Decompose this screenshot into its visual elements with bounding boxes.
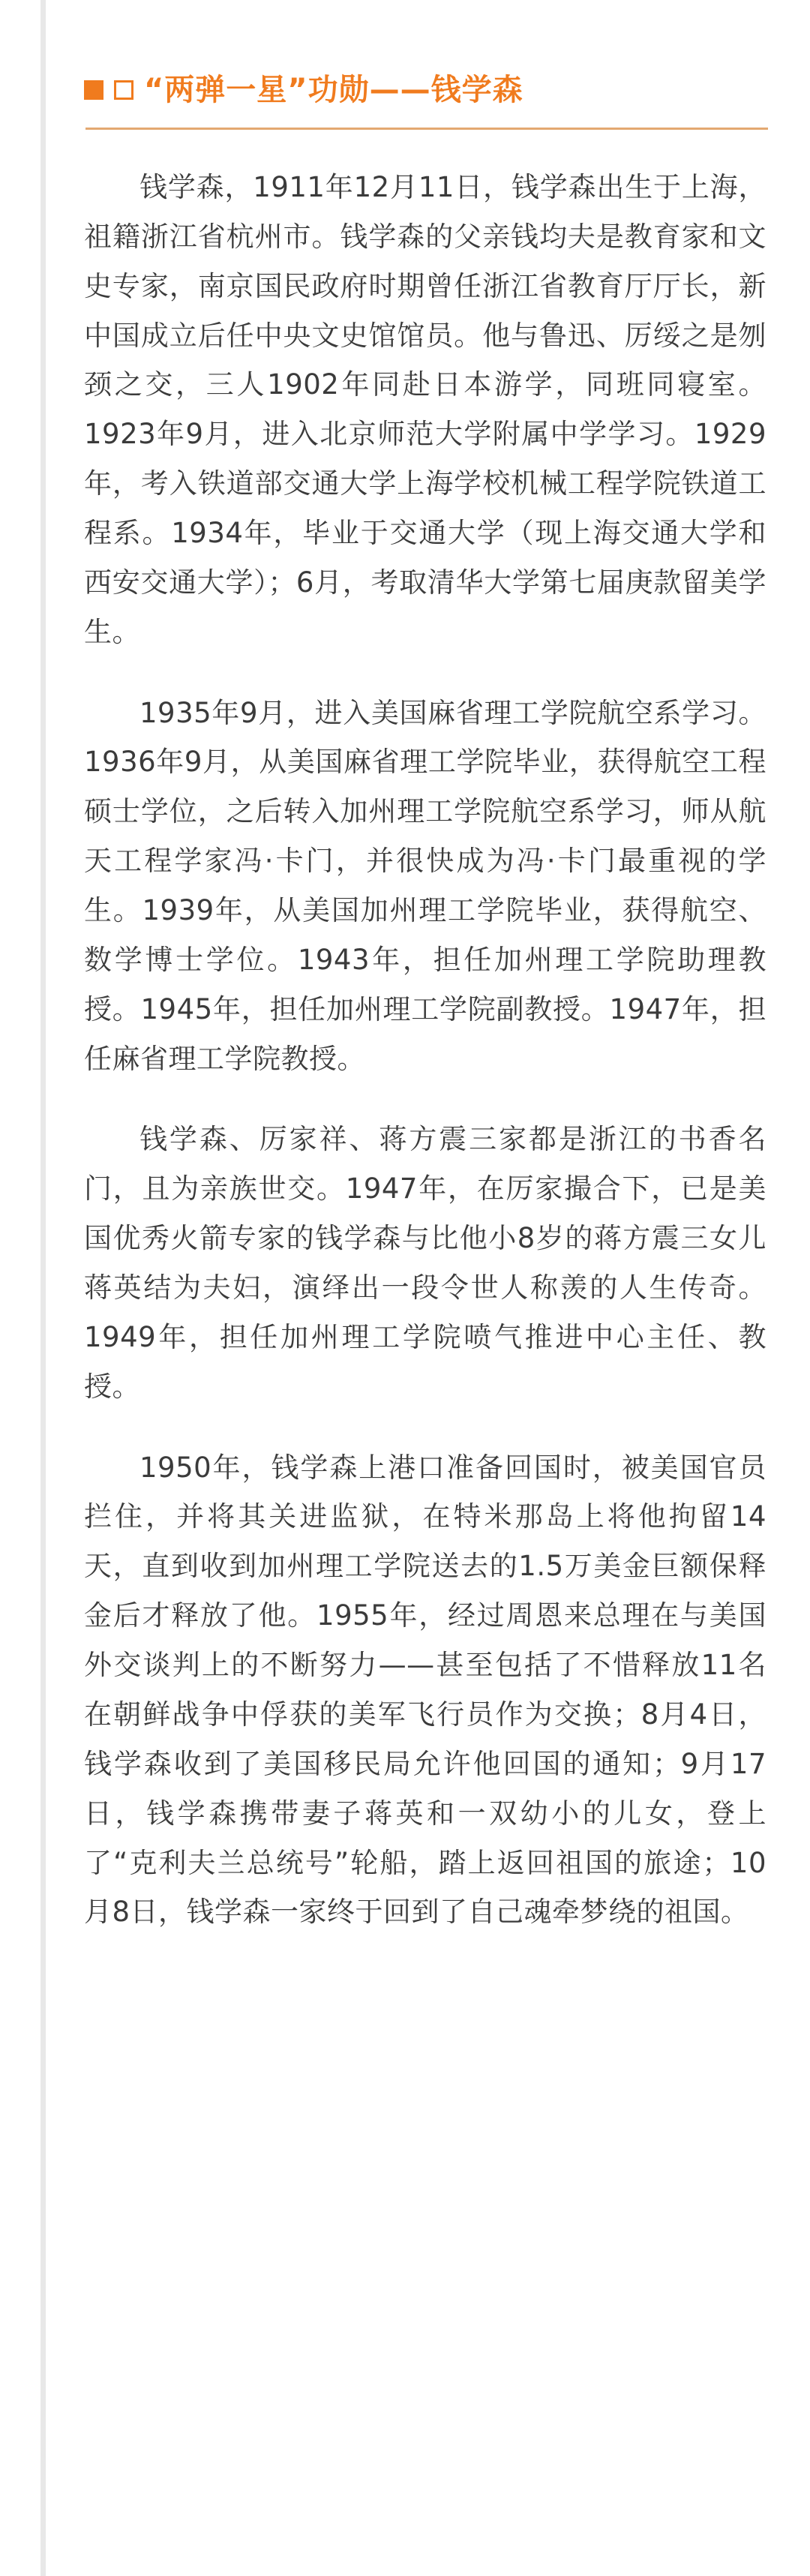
hollow-square-icon: [114, 80, 134, 100]
paragraph-1: 钱学森，1911年12月11日，钱学森出生于上海，祖籍浙江省杭州市。钱学森的父亲钱均夫是教育家和文史专家，南京国民政府时期曾任浙江省教育厅厅长，新中国成立后任中央文史馆馆员。他与鲁迅、厉绥之是刎颈之交，三人1902年同赴日本游学，同班同寝室。1923年9月，进入北京师范大学附属中学学习。1929年，考入铁道部交通大学上海学校机械工程学院铁道工程系。1934年，毕业于交通大学（现上海交通大学和西安交通大学）；6月，考取清华大学第七届庚款留美学生。: [84, 171, 766, 648]
page-title: “两弹一星”功勋——钱学森: [144, 73, 524, 107]
paragraph-2: 1935年9月，进入美国麻省理工学院航空系学习。1936年9月，从美国麻省理工学院毕业，获得航空工程硕士学位，之后转入加州理工学院航空系学习，师从航天工程学家冯·卡门，并很快成为冯·卡门最重视的学生。1939年，从美国加州理工学院毕业，获得航空、数学博士学位。1943年，担任加州理工学院助理教授。1945年，担任加州理工学院副教授。1947年，担任麻省理工学院教授。: [84, 696, 766, 1075]
heading-divider: [86, 128, 768, 130]
paragraph-3: 钱学森、厉家祥、蒋方震三家都是浙江的书香名门，且为亲族世交。1947年，在厉家撮合下，已是美国优秀火箭专家的钱学森与比他小8岁的蒋方震三女儿蒋英结为夫妇，演绎出一段令世人称羡的人生传奇。1949年，担任加州理工学院喷气推进中心主任、教授。: [84, 1123, 766, 1403]
article-body: [84, 163, 766, 1937]
article-heading: [84, 72, 766, 108]
paragraph-4: 1950年，钱学森上港口准备回国时，被美国官员拦住，并将其关进监狱，在特米那岛上将他拘留14天，直到收到加州理工学院送去的1.5万美金巨额保释金后才释放了他。1955年，经过周恩来总理在与美国外交谈判上的不断努力——甚至包括了不惜释放11名在朝鲜战争中俘获的美军飞行员作为交换；8月4日，钱学森收到了美国移民局允许他回国的通知；9月17日，钱学森携带妻子蒋英和一双幼小的儿女，登上了“克利夫兰总统号”轮船，踏上返回祖国的旅途；10月8日，钱学森一家终于回到了自己魂牵梦绕的祖国。: [84, 1451, 766, 1929]
filled-square-icon: [84, 80, 104, 100]
